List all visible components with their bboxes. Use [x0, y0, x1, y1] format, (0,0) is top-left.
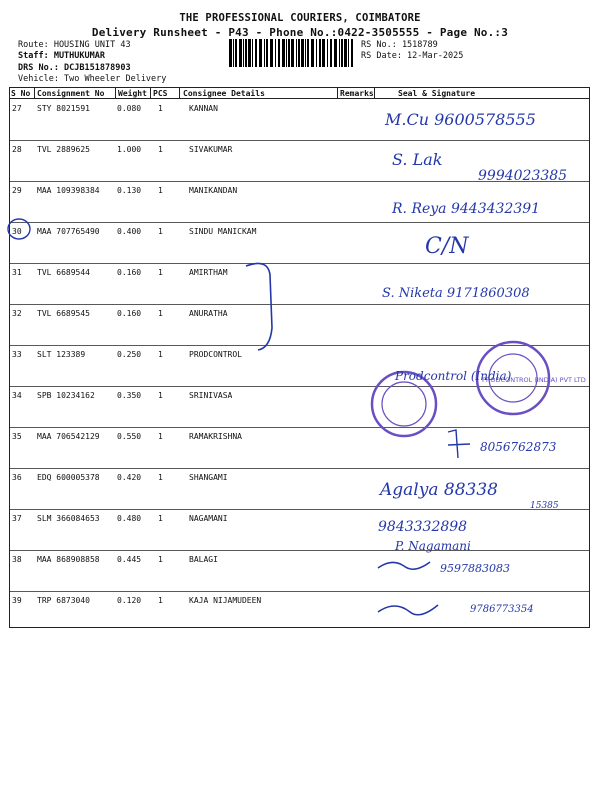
cell-sno: 33: [12, 350, 22, 359]
col-header-sno: S No: [11, 89, 31, 98]
cell-consignee: RAMAKRISHNA: [189, 432, 242, 441]
cell-weight: 0.480: [117, 514, 142, 523]
cell-pcs: 1: [158, 555, 163, 564]
cell-pcs: 1: [158, 596, 163, 605]
cell-sno: 30: [12, 227, 22, 236]
vehicle-label: Vehicle: Two Wheeler Delivery: [18, 74, 167, 84]
cell-sno: 27: [12, 104, 22, 113]
cell-pcs: 1: [158, 309, 163, 318]
cell-consignee: SIVAKUMAR: [189, 145, 233, 154]
cell-sno: 31: [12, 268, 22, 277]
cell-consignee: SRINIVASA: [189, 391, 233, 400]
cell-consignee: SINDU MANICKAM: [189, 227, 257, 236]
cell-pcs: 1: [158, 432, 163, 441]
cell-pcs: 1: [158, 350, 163, 359]
cell-sno: 28: [12, 145, 22, 154]
signature-r36: Agalya 88338: [380, 480, 498, 500]
col-header-consignee: Consignee Details: [183, 89, 265, 98]
cell-pcs: 1: [158, 268, 163, 277]
cell-sno: 32: [12, 309, 22, 318]
table-row: [9, 263, 590, 304]
cell-weight: 0.400: [117, 227, 142, 236]
cell-consignment: TVL 2889625: [37, 145, 90, 154]
runsheet-subtitle: Delivery Runsheet - P43 - Phone No.:0422-3505555 - Page No.:3: [91, 26, 509, 39]
cell-sno: 37: [12, 514, 22, 523]
cell-pcs: 1: [158, 514, 163, 523]
cell-weight: 0.350: [117, 391, 142, 400]
cell-sno: 38: [12, 555, 22, 564]
cell-consignment: STY 8021591: [37, 104, 90, 113]
cell-consignment: TVL 6689544: [37, 268, 90, 277]
table-row: [9, 181, 590, 222]
cell-pcs: 1: [158, 104, 163, 113]
rs-date: RS Date: 12-Mar-2025: [361, 51, 464, 61]
cell-consignee: MANIKANDAN: [189, 186, 238, 195]
cell-pcs: 1: [158, 391, 163, 400]
document-title: THE PROFESSIONAL COURIERS, COIMBATORE: [179, 12, 421, 24]
cell-sno: 39: [12, 596, 22, 605]
phone-r37: 9843332898: [378, 519, 468, 535]
table-row: [9, 550, 590, 591]
cell-weight: 0.080: [117, 104, 142, 113]
cell-weight: 0.120: [117, 596, 142, 605]
phone-r36: 15385: [530, 501, 559, 511]
signature-r28: S. Lak: [392, 150, 443, 169]
phone-r35: 8056762873: [480, 440, 557, 454]
cell-sno: 35: [12, 432, 22, 441]
table-row: [9, 591, 590, 632]
table-row: [9, 140, 590, 181]
cell-consignment: EDQ 600005378: [37, 473, 100, 482]
barcode: [229, 39, 355, 67]
table-row: [9, 386, 590, 427]
col-header-weight: Weight: [118, 89, 147, 98]
signature-r29: R. Reya 9443432391: [392, 201, 541, 217]
table-row: [9, 345, 590, 386]
cell-weight: 0.420: [117, 473, 142, 482]
cell-consignee: AMIRTHAM: [189, 268, 228, 277]
cell-weight: 0.160: [117, 268, 142, 277]
cn-mark: C/N: [425, 234, 469, 259]
cell-pcs: 1: [158, 227, 163, 236]
cell-consignment: MAA 868908858: [37, 555, 100, 564]
cell-consignee: ANURATHA: [189, 309, 228, 318]
cell-sno: 29: [12, 186, 22, 195]
cell-pcs: 1: [158, 186, 163, 195]
cell-consignment: MAA 707765490: [37, 227, 100, 236]
cell-pcs: 1: [158, 145, 163, 154]
col-header-pcs: PCS: [153, 89, 168, 98]
signature-r27: M.Cu 9600578555: [385, 110, 536, 129]
col-header-consignment: Consignment No: [37, 89, 105, 98]
cell-weight: 0.130: [117, 186, 142, 195]
cell-consignment: TVL 6689545: [37, 309, 90, 318]
phone-r38: 9597883083: [440, 562, 510, 575]
rs-number: RS No.: 1518789: [361, 40, 438, 50]
col-header-signature: Seal & Signature: [398, 89, 476, 98]
cell-weight: 0.550: [117, 432, 142, 441]
signature-r37: P. Nagamani: [395, 539, 471, 553]
cell-consignment: TRP 6873040: [37, 596, 90, 605]
cell-consignee: SHANGAMI: [189, 473, 228, 482]
signature-r33: Prodcontrol (India): [395, 369, 512, 383]
route-label: Route: HOUSING UNIT 43: [18, 40, 131, 50]
cell-weight: 0.445: [117, 555, 142, 564]
table-row: [9, 427, 590, 468]
cell-weight: 0.250: [117, 350, 142, 359]
table-row: [9, 509, 590, 550]
cell-consignee: NAGAMANI: [189, 514, 228, 523]
cell-pcs: 1: [158, 473, 163, 482]
cell-consignment: SPB 10234162: [37, 391, 95, 400]
table-row: [9, 99, 590, 140]
cell-consignee: PRODCONTROL: [189, 350, 242, 359]
cell-consignee: KAJA NIJAMUDEEN: [189, 596, 262, 605]
cell-consignee: KANNAN: [189, 104, 218, 113]
cell-consignment: MAA 706542129: [37, 432, 100, 441]
phone-r28: 9994023385: [478, 168, 568, 184]
cell-consignment: MAA 109398384: [37, 186, 100, 195]
col-header-remarks: Remarks: [340, 89, 374, 98]
cell-weight: 0.160: [117, 309, 142, 318]
table-row: [9, 222, 590, 263]
cell-weight: 1.000: [117, 145, 142, 154]
cell-sno: 36: [12, 473, 22, 482]
table-row: [9, 304, 590, 345]
cell-sno: 34: [12, 391, 22, 400]
staff-label: Staff: MUTHUKUMAR: [18, 51, 105, 61]
cell-consignee: BALAGI: [189, 555, 218, 564]
phone-r39: 9786773354: [470, 604, 534, 615]
signature-r31: S. Niketa 9171860308: [382, 286, 530, 301]
table-row: [9, 468, 590, 509]
cell-consignment: SLM 366084653: [37, 514, 100, 523]
cell-consignment: SLT 123389: [37, 350, 86, 359]
stamp-text: PRODCONTROL (INDIA) PVT LTD: [482, 376, 586, 384]
drs-number: DRS No.: DCJB151878903: [18, 63, 131, 73]
